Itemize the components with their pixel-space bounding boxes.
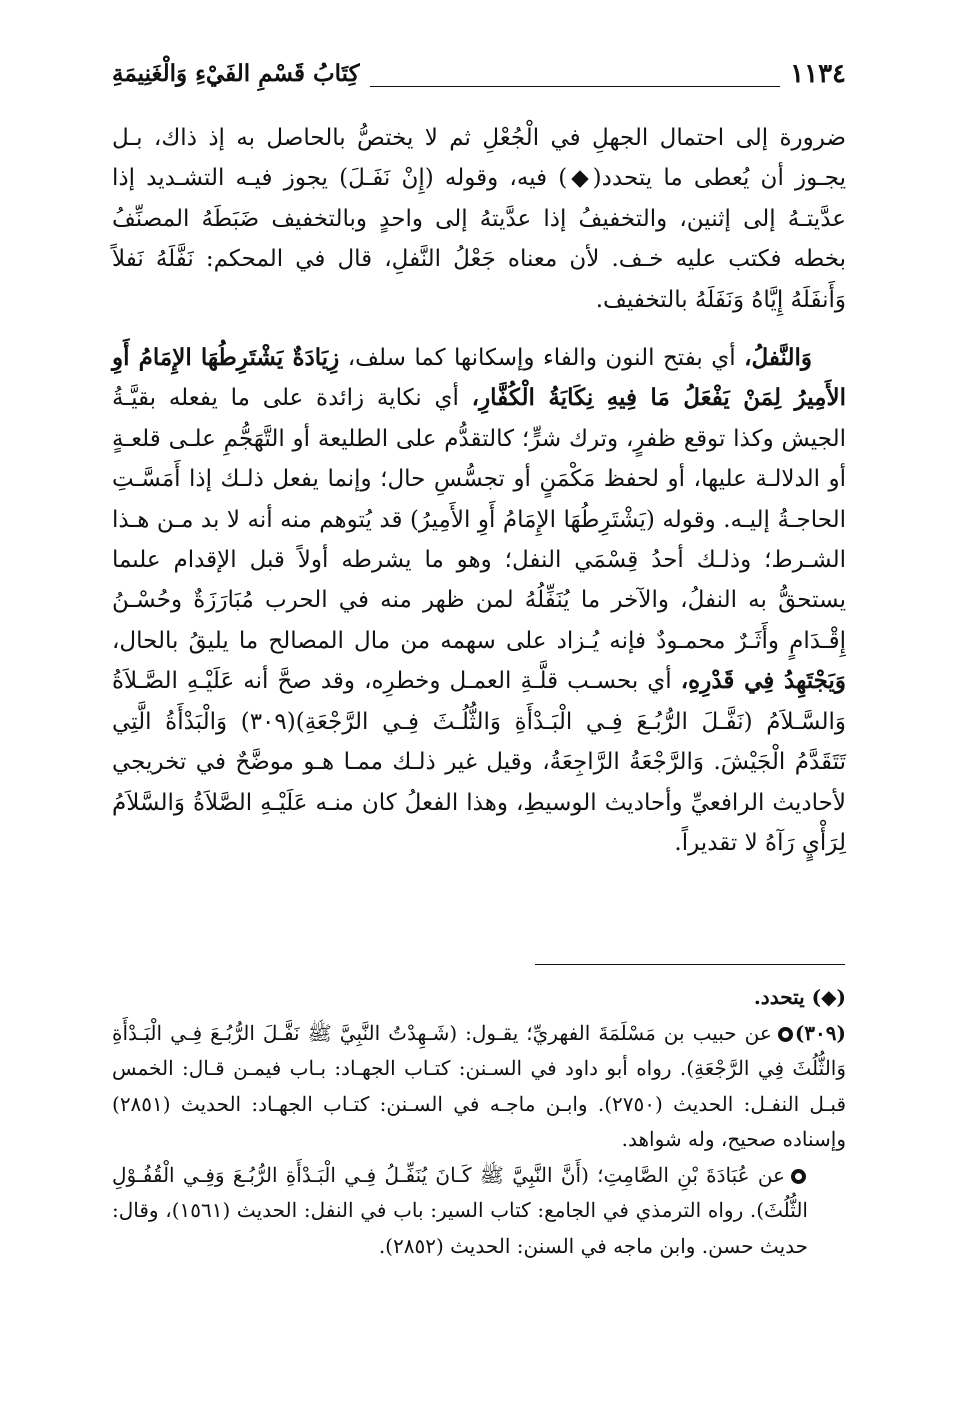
bullet-icon — [791, 1169, 806, 1184]
matn-term: وَالنَّفلُ، — [744, 344, 812, 372]
page-number: ١١٣٤ — [780, 58, 846, 90]
matn-text: زِيَادَةٌ يَشْتَرِطُهَا الإِمَامُ أَوِ الأَمِيرُ لِمَنْ يَفْعَلُ مَا فِيهِ نِكَايَةُ الْكُفَّارِ، — [112, 344, 846, 412]
footnote-number: (٣٠٩) — [794, 1020, 846, 1045]
commentary-text: أي بفتح النون والفاء وإسكانها كما سلف، — [339, 345, 745, 372]
footnote-variant: (◆) يتحدد. — [753, 985, 846, 1009]
footnote-309 — [112, 1016, 846, 1158]
matn-text: وَيَجْتَهِدُ فِي قَدْرِهِ، — [680, 667, 846, 695]
commentary-text: أي نكاية زائدة على ما يفعله بقيَّـةُ الجيش وكذا توقع ظفرٍ، وترك شرٍّ؛ كالتقدُّم على الطليعة أو التَّهَجُّمِ علـى قلعـةٍ أو الدلالـة عليها، أو لحفظ مَكْمَنٍ أو تجسُّسِ حال؛ وإنما يفعل ذلـك إذا أَمَسَّـتِ الحاجـةُ إليـه. وقوله (يَشْتَرِطُهَا الإِمَامُ أَوِ الأَمِيرُ) قد يُتوهم منه أنه لا بد مـن هـذا الشـرط؛ وذلـك أحدُ قِسْمَي النفل؛ وهو ما يشرطه أولاً قبل الإقدام علىما يستحقُّ به النفلُ، والآخر ما يُنَفِّلُهُ لمن ظهر منه في الحرب مُبَارَزَةٌ وحُسْـنُ إِقْـدَامٍ وأَثَـرٌ محمـودٌ فإنه يُـزاد على سهمه من مال المصالح ما يليقُ بالحال، — [112, 385, 846, 654]
running-header — [112, 58, 846, 98]
commentary-text: أي بحسـب قلَّـةِ العمـل وخطرِه، وقد صحَّ أنه عَلَيْـهِ الصَّـلاَةُ وَالسَّـلاَمُ (نَفَّـلَ الرُّبُـعَ فِـي الْبَـدْأَةِ وَالثُّلُـثَ فِـي الرَّجْعَةِ)(٣٠٩) وَالْبَدْأَةُ الَّتِي تَتَقَدَّمُ الْجَيْشَ. وَالرَّجْعَةُ الرَّاجِعَةُ، وقيل غير ذلـك ممـا هـو موضَّحٌ في تخريجي لأحاديث الرافعيِّ وأحاديث الوسيطِ، وهذا الفعلُ كان منـه عَلَيْـهِ الصَّلاَةُ وَالسَّلاَمُ لِرَأْيٍ رَآهُ لا تقديراً. — [112, 668, 846, 856]
footnote-309-second — [112, 1158, 846, 1265]
paragraph-1: ضرورة إلى احتمال الجهلِ في الْجُعْلِ ثم لا يختصُّ بالحاصل به إذ ذاك، بـل يجـوز أن يُعطى ما يتحدد(◆) فيه، وقوله (إِنْ نَفَـلَ) يجوز فيـه التشـديد إذا عدَّيتـهُ إلى إثنين، والتخفيفُ إذا عدَّيتهُ إلى واحدٍ وبالتخفيف ضَبَطَهُ المصنِّفُ بخطه فكتب عليه خـف. لأن معناه جَعْلُ النَّفلِ، قال في المحكم: نَفَّلَهُ نَفلاً وَأَنفَلَهُ إِيَّاهُ وَنَفَلَهُ بالتخفيف. — [112, 125, 846, 313]
footnotes — [112, 980, 846, 1264]
paragraph-2 — [112, 338, 846, 863]
footnote-separator — [535, 964, 845, 965]
bullet-icon — [778, 1027, 793, 1042]
footnote-text: عن حبيب بن مَسْلَمَةَ الفهريِّ؛ يقـول: (شَـهِدْتُ النَّبِيَّ ﷺ نَفَّـلَ الرُّبُـعَ فِـي الْبَـدْأَةِ وَالثُّلُثَ فِي الرَّجْعَةِ). رواه أبو داود في السـنن: كتـاب الجهـاد: بـاب فيمـن قـال: الخمس قبـل النفـل: الحديث (٢٧٥٠). وابـن ماجـه في السـنن: كتـاب الجهـاد: الحديث (٢٨٥١) وإسناده صحيح، وله شواهد. — [112, 1020, 847, 1151]
main-text — [112, 118, 846, 863]
footnote-text: عن عُبَادَةَ بْنِ الصَّامِتِ؛ (أَنَّ النَّبِيَّ ﷺ كَـانَ يُنَفِّـلُ فِـي الْبَـدْأَةِ الرُّبُـعَ وَفِـي الْقُفُـوْلِ الثُّلُثَ). رواه الترمذي في الجامع: كتاب السير: باب في النفل: الحديث (١٥٦١)، وقال: حديث حسن. وابن ماجه في السنن: الحديث (٢٨٥٢). — [112, 1162, 808, 1258]
chapter-title: كِتَابُ قَسْمِ الفَيْءِ وَالْغَنِيمَةِ — [112, 58, 370, 90]
